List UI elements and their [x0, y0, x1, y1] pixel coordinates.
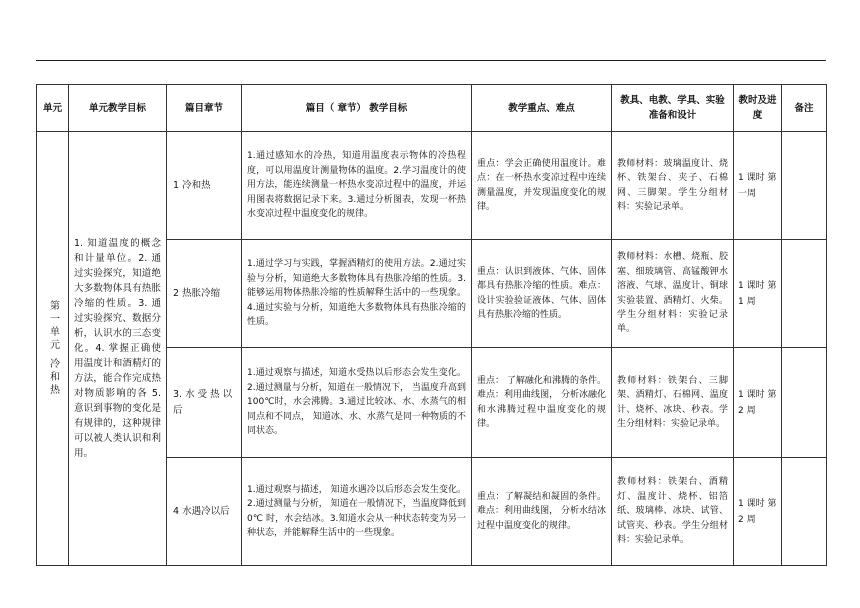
goal-cell: [242, 348, 472, 458]
goal-cell: [242, 132, 472, 240]
header-materials-text: 教具、电教、学具、实验准备和设计: [620, 95, 725, 121]
keypoints-text: 重点： 了解融化和沸腾的条件。难点：利用曲线图， 分析冰融化和水沸腾过程中温度变化的规律。: [477, 375, 606, 429]
materials-text: 教师材料：铁架台、酒精灯、温度计、烧杯、铝箔纸、玻璃棒、冰块、试管、试管夹、秒表。学生分组材料：实验记录单。: [617, 477, 728, 546]
note-cell: [782, 348, 827, 458]
hours-cell: [734, 132, 782, 240]
teaching-plan-table: [36, 84, 827, 566]
hours-text: 1 课时 第 2 周: [738, 498, 777, 525]
unit-name-wrap: [37, 300, 68, 397]
hours-cell: [734, 240, 782, 348]
keypoints-cell: [472, 458, 612, 566]
materials-cell: [612, 240, 734, 348]
header-hours: [734, 85, 782, 132]
keypoints-text: 重点：认识到液体、气体、固体都具有热胀冷缩的性质。难点：设计实验验证液体、气体、固体具有热胀冷缩的性质。: [477, 266, 606, 320]
note-cell: [782, 240, 827, 348]
chapter-cell: [167, 132, 242, 240]
chapter-goal: 1.通过学习与实践，掌握酒精灯的使用方法。2.通过实验与分析，知道绝大多数物体具有热胀冷缩的性质。3.能够运用物体热胀冷缩的性质解释生活中的一些现象。4.通过实验与分析，知道绝大多数物体具有热胀冷缩的性质。: [247, 259, 466, 328]
chapter-title: 1 冷和热: [173, 179, 211, 191]
header-unit-goal: 单元教学目标: [69, 85, 167, 132]
header-chapter: 篇目章节: [167, 85, 242, 132]
unit-name-cell: [37, 132, 69, 566]
keypoints-cell: [472, 240, 612, 348]
materials-cell: [612, 132, 734, 240]
note-cell: [782, 132, 827, 240]
keypoints-text: 重点：学会正确使用温度计。难点：在一杯热水变凉过程中连续测量温度，并发现温度变化的规律。: [477, 158, 606, 212]
header-note: [782, 85, 827, 132]
keypoints-cell: [472, 132, 612, 240]
unit-goal-text: 1. 知道温度的概念和计量单位。2. 通过实验探究，知道绝大多数物体具有热胀冷缩的性质。3. 通过实验探究、数据分析，认识水的三态变化。4. 掌握正确使用温度计和酒精灯的方法，能合作完成热对物质影响的各 5. 意识到事物的变化是有规律的，这种规律可以被人类认识和利用。: [74, 238, 161, 459]
chapter-goal: 1.通过观察与描述， 知道水遇冷以后形态会发生变化。2.通过测量与分析， 知道在一般情况下，当温度降低到 0℃ 时，水会结冰。3.知道水会从一种状态转变为另一种状态，并能解释生活中的一些现象。: [247, 484, 466, 538]
materials-cell: [612, 458, 734, 566]
header-note-text: 备注: [794, 102, 814, 114]
chapter-title: 2 热胀冷缩: [173, 287, 221, 299]
hours-cell: [734, 458, 782, 566]
materials-text: 教师材料：铁架台、三脚架、酒精灯、石棉网、温度计、烧杯、冰块、秒表。学生分组材料：实验记录单。: [617, 375, 728, 429]
hours-text: 1 课时 第 2 周: [738, 389, 777, 416]
header-chapter-goal: 篇目（ 章节） 教学目标: [242, 85, 472, 132]
unit-name: 第一单元 冷和热: [47, 299, 59, 398]
materials-cell: [612, 348, 734, 458]
chapter-goal: 1.通过感知水的冷热，知道用温度表示物体的冷热程度，可以用温度计测量物体的温度。2.学习温度计的使用方法，能连续测量一杯热水变凉过程中的温度，并运用图表将数据记录下来。3.通过分析图表，发现一杯热水变凉过程中温度变化的规律。: [247, 151, 466, 220]
keypoints-cell: [472, 348, 612, 458]
header-row: [37, 85, 827, 132]
goal-cell: [242, 458, 472, 566]
materials-text: 教师材料：玻璃温度计、烧杯、铁架台、夹子、石棉网、三脚架。学生分组材料：实验记录单。: [617, 158, 728, 212]
note-cell: [782, 458, 827, 566]
chapter-cell: [167, 240, 242, 348]
chapter-goal: 1.通过观察与描述，知道水受热以后形态会发生变化。2.通过测量与分析，知道在一般情况下， 当温度升高到 100℃时，水会沸腾。3.通过比较冰、水、水蒸气的相同点和不同点， 知道冰、水、水蒸气是同一种物质的不同状态。: [247, 368, 466, 437]
goal-cell: [242, 240, 472, 348]
header-materials: [612, 85, 734, 132]
unit-goal-cell: [69, 132, 167, 566]
chapter-cell: [167, 348, 242, 458]
hours-text: 1 课时 第一周: [738, 172, 777, 199]
page-top-rule: [36, 60, 826, 61]
chapter-cell: [167, 458, 242, 566]
hours-cell: [734, 348, 782, 458]
keypoints-text: 重点：了解凝结和凝固的条件。难点：利用曲线图， 分析水结冰过程中温度变化的规律。: [477, 491, 606, 531]
header-unit: 单元: [37, 85, 69, 132]
hours-text: 1 课时 第 1 周: [738, 280, 777, 307]
chapter-title: 4 水遇冷以后: [173, 505, 230, 517]
chapter-title: 3. 水 受 热 以后: [173, 388, 233, 416]
header-keypoints: 教学重点、难点: [472, 85, 612, 132]
materials-text: 教师材料：水槽、烧瓶、胶塞、细玻璃管、高锰酸钾水溶液、气球、温度计、铜球实验装置、酒精灯、火柴。学生分组材料：实验记录单。: [617, 252, 728, 335]
header-hours-text: 教时及进度: [738, 95, 777, 121]
table-row: [37, 132, 827, 240]
